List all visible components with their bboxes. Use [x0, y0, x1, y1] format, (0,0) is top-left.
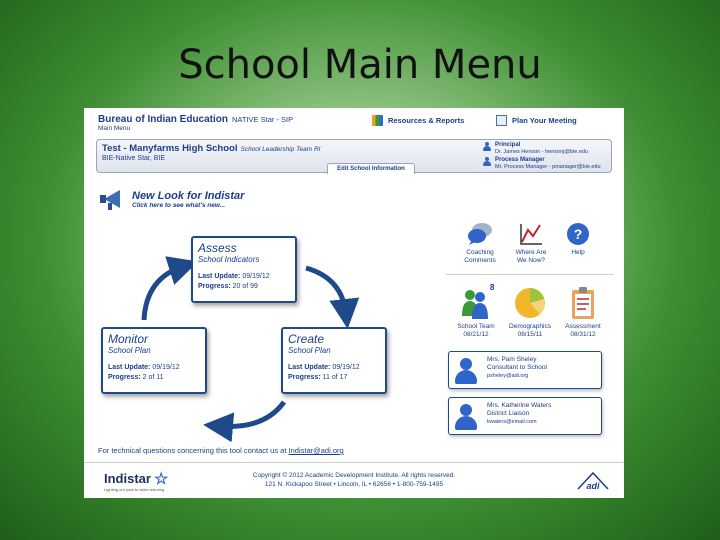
monitor-subtitle: School Plan — [108, 346, 151, 355]
principal-info: Dr. James Henson - hensonj@bie.edu — [495, 148, 589, 155]
create-update: 09/19/12 — [332, 364, 360, 371]
demographics-line1: Demographics — [509, 323, 551, 330]
monitor-progress-label: Progress: — [108, 374, 141, 381]
demographics-button[interactable] — [505, 286, 555, 338]
help-line1: Help — [571, 249, 585, 256]
tools-divider — [446, 274, 614, 275]
help-button[interactable] — [553, 222, 603, 257]
assess-progress: 20 of 99 — [232, 283, 258, 290]
school-team: School Leadership Team RI — [240, 146, 321, 153]
tech-email-link[interactable]: Indistar@adi.org — [288, 446, 344, 455]
logo-tagline: Lighting our path to wider learning — [104, 487, 165, 492]
tech-support-note — [98, 446, 344, 455]
create-update-label: Last Update: — [288, 364, 331, 371]
create-subtitle: School Plan — [288, 346, 331, 355]
school-team-button[interactable] — [451, 283, 501, 338]
consultant-name: Mrs. Pam Sheley — [487, 356, 537, 363]
team-line2: 08/21/12 — [463, 330, 489, 338]
speech-bubbles-icon — [467, 222, 493, 246]
line-chart-icon — [518, 222, 544, 246]
team-icon — [460, 283, 495, 320]
consultant-email: psheley@adi.org — [487, 373, 529, 379]
school-name-text: Test - Manyfarms High School — [102, 143, 238, 154]
consultant-email: kwaters@email.com — [487, 419, 537, 425]
assess-title: Assess — [198, 241, 237, 255]
plan-label: Plan Your Meeting — [512, 116, 577, 125]
person-icon — [455, 404, 477, 430]
slide-title: School Main Menu — [178, 42, 542, 88]
new-look-title: New Look for Indistar — [132, 189, 245, 202]
create-progress: 11 of 17 — [322, 374, 348, 381]
arrow-assess-to-create — [306, 268, 346, 314]
consultant-card[interactable] — [448, 351, 602, 389]
school-sub: BIE-Native Star, BIE — [102, 155, 166, 162]
clipboard-icon — [570, 286, 596, 320]
team-line1: School Team — [457, 323, 495, 330]
tech-text: For technical questions concerning this tool contact us at — [98, 446, 287, 455]
svg-text:?: ? — [573, 226, 583, 242]
breadcrumb[interactable]: Main Menu — [98, 125, 131, 132]
arrow-monitor-to-assess — [144, 266, 184, 320]
monitor-progress: 2 of 11 — [142, 374, 164, 381]
coaching-line1: Coaching — [466, 249, 494, 256]
adi-logo-text: adi — [586, 481, 600, 491]
create-card[interactable] — [281, 327, 387, 394]
assess-progress-label: Progress: — [198, 283, 231, 290]
footer — [84, 462, 624, 498]
edit-school-info-tab[interactable]: Edit School Information — [327, 163, 415, 174]
where-are-we-now-button[interactable] — [506, 222, 556, 264]
resources-label: Resources & Reports — [388, 116, 465, 125]
consultant-role: District Liaison — [487, 410, 530, 417]
monitor-title: Monitor — [108, 332, 149, 346]
demographics-line2: 08/15/11 — [517, 330, 543, 338]
org-name: Bureau of Indian Education — [98, 114, 229, 125]
manager-info: Mr. Process Manager - pmanager@bie.edu — [495, 163, 601, 170]
assess-subtitle: School Indicators — [198, 255, 260, 264]
coaching-comments-button[interactable] — [455, 222, 505, 264]
arrow-create-to-monitor — [218, 402, 284, 427]
pie-chart-icon — [513, 286, 547, 320]
manager-role: Process Manager — [495, 157, 545, 163]
coaching-line2: Comments — [464, 256, 496, 264]
create-title: Create — [288, 332, 325, 346]
where-line1: Where Are — [515, 249, 547, 256]
address-text: 121 N. Kickapoo Street • Lincoln, IL • 62656 • 1-800-759-1495 — [264, 481, 444, 488]
assess-card[interactable] — [191, 236, 297, 303]
assessment-button[interactable] — [558, 286, 608, 338]
team-count-badge: 8 — [490, 283, 495, 292]
assessment-line1: Assessment — [565, 323, 601, 330]
assess-update-label: Last Update: — [198, 273, 241, 280]
monitor-update: 09/19/12 — [152, 364, 180, 371]
monitor-card[interactable] — [101, 327, 207, 394]
logo-text: Indistar — [104, 471, 151, 486]
adi-logo[interactable] — [576, 469, 610, 491]
principal-role: Principal — [495, 142, 521, 148]
person-icon — [455, 358, 477, 384]
system-name: NATIVE Star - SIP — [232, 115, 294, 124]
assess-update: 09/19/12 — [242, 273, 270, 280]
star-icon: ☆ — [154, 471, 169, 488]
assessment-line2: 08/31/12 — [570, 330, 596, 338]
copyright-text: Copyright © 2012 Academic Development Institute. All rights reserved. — [252, 472, 456, 479]
monitor-update-label: Last Update: — [108, 364, 151, 371]
create-progress-label: Progress: — [288, 374, 321, 381]
question-icon — [565, 222, 591, 246]
new-look-subtitle: Click here to see what's new... — [132, 201, 226, 209]
where-line2: We Now? — [516, 256, 546, 264]
consultant-card[interactable] — [448, 397, 602, 435]
consultant-role: Consultant to School — [487, 364, 547, 371]
consultant-name: Mrs. Katherine Waters — [487, 402, 552, 409]
app-screen — [84, 108, 624, 498]
copyright — [84, 471, 624, 489]
